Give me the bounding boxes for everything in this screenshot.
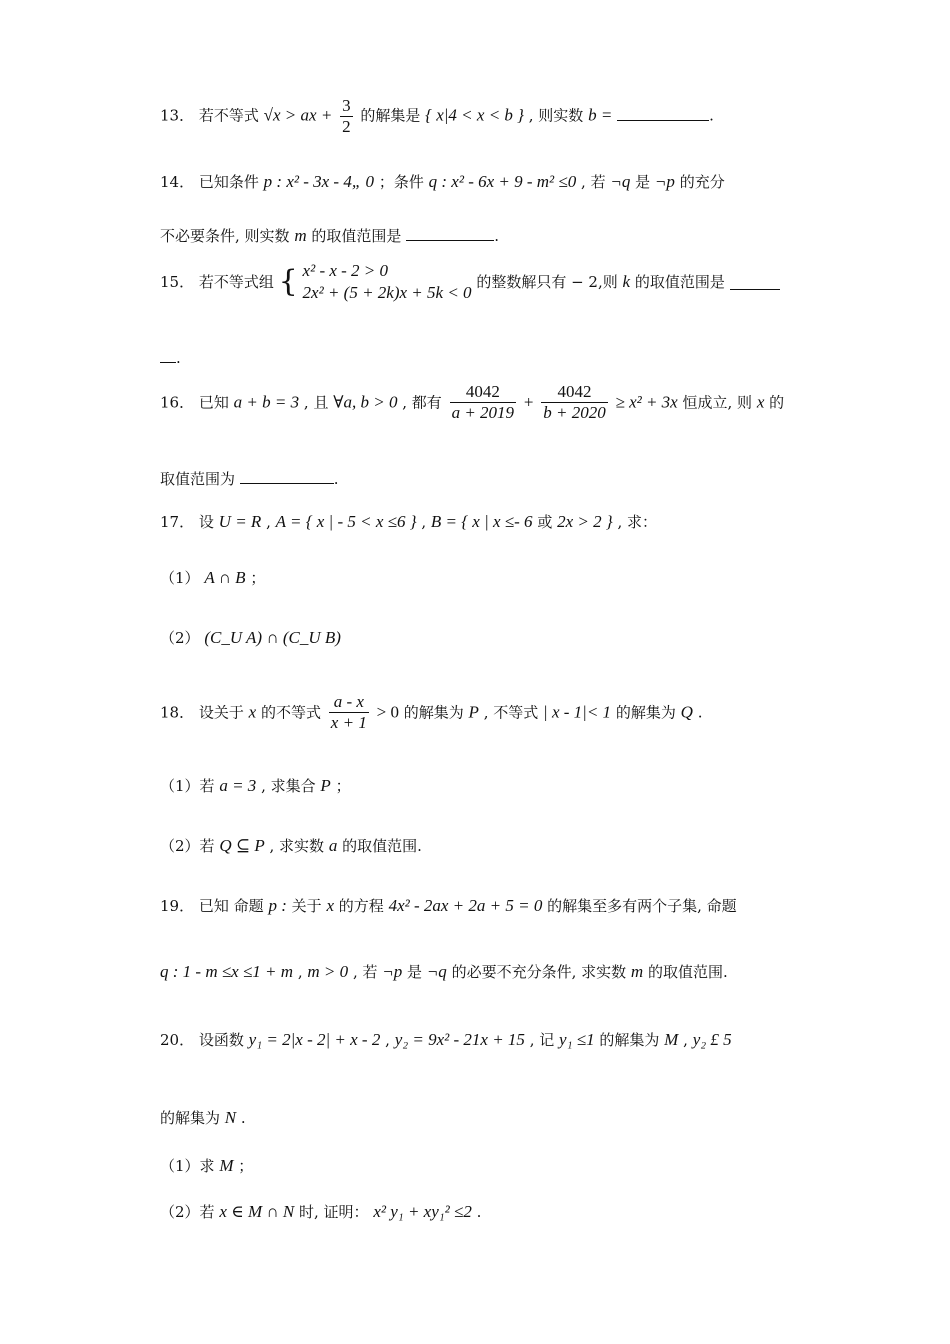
punctuation: . [333,470,339,488]
math-expression: a [328,836,338,855]
math-expression: ¬p [382,962,403,981]
math-expression: p : x² - 3x - 4„ 0 [263,172,375,191]
math-expression: M [219,1156,234,1175]
math-expression: p : [268,896,287,915]
math-expression: m [630,962,644,981]
math-expression: y₂ = 9x² - 21x + 15 [394,1030,525,1049]
problem-text: 的 [769,393,785,412]
math-expression: P [320,776,331,795]
math-expression: | x - 1|< 1 [543,702,612,722]
math-expression: √x > ax + [263,105,333,125]
problem-text: , 求： [617,513,658,531]
problem-14 [160,172,725,192]
problem-text: 或 [537,513,553,531]
problem-text: 设函数 [198,1031,244,1049]
problem-16-line-2 [160,469,339,489]
fraction-denominator: b + 2020 [543,403,606,422]
problem-20-part-2 [160,1202,481,1222]
math-expression: x² y₁ + xy₁² ≤2 [373,1202,472,1221]
math-expression: (C_U A) ∩ (C_U B) [204,628,341,647]
subpart-label: （2）若 [160,837,215,855]
answer-blank [730,275,780,290]
problem-text: , 若 [581,173,606,191]
math-expression: x [248,702,257,722]
problem-text: 是 [635,173,651,191]
math-expression: 2x > 2 } [557,512,613,531]
problem-text: , 求实数 [269,837,325,855]
punctuation: ； [250,569,266,587]
problem-text: ；条件 [378,173,424,191]
problem-text: , 记 [529,1031,555,1049]
math-expression: b = [588,105,613,125]
subpart-label: （2）若 [160,1203,215,1221]
problem-18-part-2 [160,836,422,856]
problem-17-part-2 [160,628,341,648]
problem-text: 设 [198,513,214,531]
problem-text: 的必要不充分条件, 求实数 [451,963,627,981]
fraction-denominator: 2 [342,117,351,136]
problem-15 [160,260,780,304]
problem-text: 若不等式组 [198,273,274,291]
problem-text: , 不等式 [483,703,539,722]
fraction-numerator: 3 [342,96,351,115]
math-expression: { x|4 < x < b } [425,105,524,125]
math-expression: x [756,392,765,412]
problem-text: 是 [407,963,423,981]
problem-15-line-2 [160,348,181,368]
punctuation: . [476,1203,482,1221]
problem-14-line-2 [160,226,499,246]
problem-text: 的解集为 [615,703,676,722]
problem-text: 的方程 [338,897,384,915]
problem-text: 若不等式 [198,106,259,125]
problem-text: , 都有 [402,393,442,412]
math-expression: q : x² - 6x + 9 - m² ≤0 [428,172,577,191]
fraction [329,692,369,733]
problem-number: 20． [160,1031,195,1049]
math-expression: ≥ x² + 3x [615,392,678,412]
math-expression: > 0 [376,702,399,722]
fraction-denominator: a + 2019 [451,403,515,422]
problem-text: 关于 [291,897,322,915]
problem-text: , 求集合 [261,777,316,795]
math-expression: y₂ £ 5 [692,1030,732,1049]
fraction [450,382,516,423]
problem-number: 14． [160,173,195,191]
problem-number: 15． [160,273,195,291]
fraction-numerator: 4042 [465,382,500,401]
problem-number: 18． [160,703,195,722]
math-expression: k [622,272,631,291]
punctuation: , [421,513,427,531]
punctuation: . [176,349,181,367]
math-expression: x [326,896,334,915]
problem-text: 的解集是 [360,106,421,125]
math-expression: m [294,226,307,245]
problem-text: 已知 命题 [198,897,264,915]
problem-18-part-1 [160,776,351,796]
problem-text: 的整数解只有 − 2,则 [476,273,618,291]
problem-16 [160,382,784,423]
problem-number: 13． [160,106,195,125]
fraction [541,382,607,423]
problem-text: 的解集为 [599,1031,660,1049]
math-expression: P [468,702,479,722]
plus-sign: + [523,392,534,412]
subpart-label: （1）若 [160,777,215,795]
problem-13 [160,96,714,137]
problem-number: 16． [160,393,195,412]
problem-text: , 且 [303,393,329,412]
subpart-label: （1）求 [160,1157,215,1175]
subpart-label: （1） [160,569,200,587]
problem-text: 的解集为 [160,1109,221,1127]
punctuation: . [697,703,703,722]
math-expression: Q ⊆ P [219,836,265,855]
punctuation: . [709,106,714,125]
problem-19 [160,896,737,916]
punctuation: , [385,1031,390,1049]
problem-text: 的解集为 [403,703,464,722]
problem-text: 的取值范围. [647,963,728,981]
inequality-system [303,260,472,304]
math-expression: Q [680,702,693,722]
problem-number: 17． [160,513,195,531]
math-expression: y₁ ≤1 [559,1030,595,1049]
punctuation: . [240,1109,246,1127]
math-expression: ∀a, b > 0 [333,392,398,412]
math-expression: a + b = 3 [233,392,300,412]
problem-text: 已知条件 [198,173,259,191]
problem-text: 取值范围为 [160,470,236,488]
math-expression: y₁ = 2|x - 2| + x - 2 [248,1030,381,1049]
problem-text: 不必要条件, 则实数 [160,227,290,245]
math-expression: A ∩ B [204,568,246,587]
problem-17 [160,512,657,532]
problem-18 [160,692,702,733]
problem-text: 的充分 [679,173,725,191]
problem-number: 19． [160,897,195,915]
math-expression: x ∈ M ∩ N [219,1202,295,1221]
system-row-2: 2x² + (5 + 2k)x + 5k < 0 [302,283,472,302]
punctuation: , [297,963,303,981]
punctuation: . [494,227,499,245]
problem-20 [160,1030,732,1050]
punctuation: , [683,1031,688,1049]
brace-symbol: { [278,264,298,299]
punctuation: ； [335,777,351,795]
punctuation: , [266,513,271,531]
math-expression: A = { x | - 5 < x ≤6 } [275,512,417,531]
math-expression: m > 0 [307,962,349,981]
problem-text: , 若 [352,963,378,981]
answer-blank [406,226,494,241]
math-expression: U = R [218,512,262,531]
problem-text: 的取值范围是 [311,227,402,245]
math-expression: B = { x | x ≤- 6 [430,512,533,531]
problem-text: 已知 [198,393,229,412]
fraction [340,96,353,137]
math-expression: N [224,1108,237,1127]
math-expression: ¬q [426,962,447,981]
punctuation: ； [238,1157,254,1175]
math-expression: a = 3 [219,776,257,795]
answer-blank [617,106,709,121]
problem-text: 恒成立, 则 [682,393,753,412]
fraction-numerator: a - x [333,692,364,711]
fraction-numerator: 4042 [557,382,592,401]
problem-20-line-2 [160,1108,246,1128]
math-expression: ¬p [654,172,675,191]
problem-text: 的取值范围是 [634,273,725,291]
math-expression: q : 1 - m ≤x ≤1 + m [160,962,294,981]
problem-20-part-1 [160,1156,253,1176]
problem-17-part-1 [160,568,265,588]
answer-blank [160,348,176,363]
problem-19-line-2 [160,962,728,982]
fraction-denominator: x + 1 [330,713,367,732]
problem-text: , 则实数 [528,106,584,125]
problem-text: 的取值范围. [342,837,422,855]
math-expression: 4x² - 2ax + 2a + 5 = 0 [388,896,543,915]
problem-text: 设关于 [198,703,244,722]
problem-text: 的解集至多有两个子集, 命题 [547,897,737,915]
system-row-1: x² - x - 2 > 0 [302,261,389,280]
math-expression: M [664,1030,679,1049]
math-expression: ¬q [610,172,631,191]
problem-text: 时, 证明： [299,1203,369,1221]
answer-blank [240,469,334,484]
problem-text: 的不等式 [261,703,322,722]
subpart-label: （2） [160,629,200,647]
